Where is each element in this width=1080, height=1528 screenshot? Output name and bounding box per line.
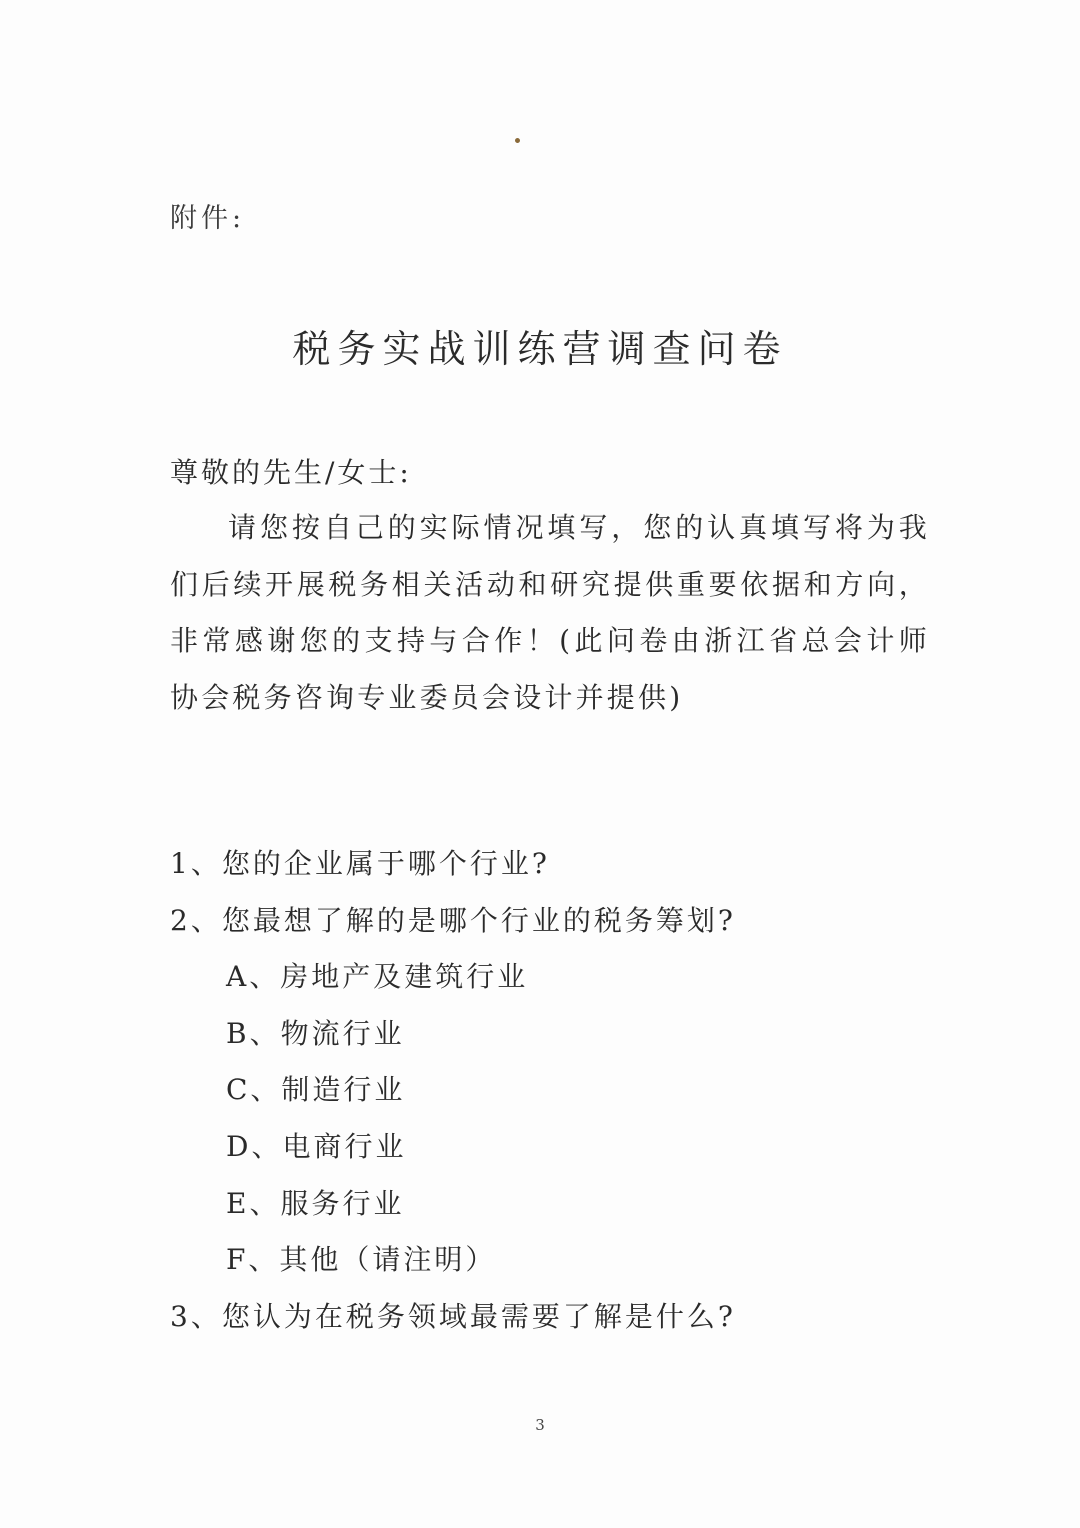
question-2: 2、您最想了解的是哪个行业的税务筹划? (170, 903, 736, 937)
question-3: 3、您认为在税务领域最需要了解是什么? (170, 1299, 736, 1333)
question-2-option-f: F、其他（请注明） (226, 1243, 497, 1277)
page-title: 税务实战训练营调查问卷 (292, 327, 788, 371)
question-2-option-e: E、服务行业 (226, 1186, 405, 1220)
scan-speck (514, 137, 521, 144)
page-number: 3 (535, 1416, 545, 1434)
attachment-label: 附件: (170, 203, 246, 234)
question-2-option-a: A、房地产及建筑行业 (226, 960, 529, 994)
intro-paragraph: 请您按自己的实际情况填写，您的认真填写将为我们后续开展税务相关活动和研究提供重要依据和方向，非常感谢您的支持与合作！(此问卷由浙江省总会计师协会税务咨询专业委员会设计并提供) (170, 511, 930, 714)
question-2-option-b: B、物流行业 (226, 1016, 405, 1050)
salutation: 尊敬的先生/女士: (170, 456, 412, 489)
question-2-option-c: C、制造行业 (226, 1073, 406, 1107)
question-1: 1、您的企业属于哪个行业? (170, 847, 550, 880)
question-2-option-d: D、电商行业 (226, 1129, 407, 1163)
question-list (170, 836, 930, 1345)
